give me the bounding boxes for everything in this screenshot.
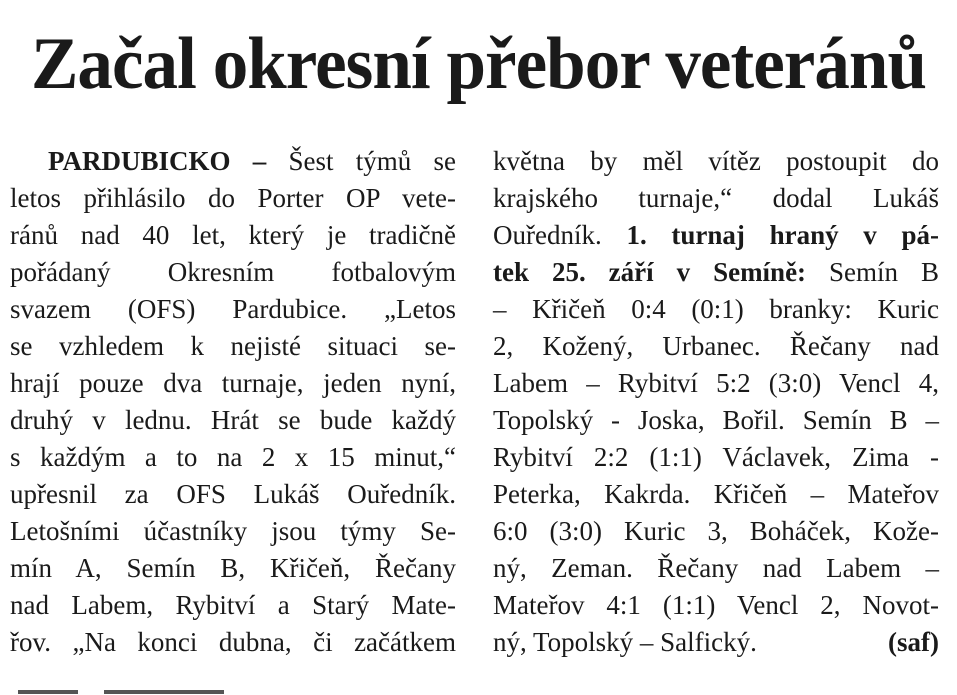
lead-dateline: PARDUBICKO –: [48, 146, 267, 176]
match-heading: 1. turnaj hraný v pá-: [626, 220, 939, 250]
text-line: Peterka, Kakrda. Křičeň – Mateřov: [493, 479, 939, 509]
text-line: upřesnil za OFS Lukáš Ouředník.: [10, 479, 456, 509]
text-line: 6:0 (3:0) Kuric 3, Boháček, Kože-: [493, 516, 939, 546]
text-line: se vzhledem k nejisté situaci se-: [10, 331, 456, 361]
text-line: druhý v lednu. Hrát se bude každý: [10, 405, 456, 435]
text-line: s každým a to na 2 x 15 minut,“: [10, 442, 456, 472]
text-line: Mateřov 4:1 (1:1) Vencl 2, Novot-: [493, 590, 939, 620]
text-line: nad Labem, Rybitví a Starý Mate-: [10, 590, 456, 620]
closing-text: ný, Topolský – Salfický.: [493, 627, 757, 657]
text-line: tek 25. září v Semíně: Semín B: [493, 257, 940, 287]
text-line: května by měl vítěz postoupit do: [493, 146, 939, 176]
text-line: – Křičeň 0:4 (0:1) branky: Kuric: [493, 294, 939, 324]
headline: Začal okresní přebor veteránů: [31, 23, 926, 105]
match-heading: tek 25. září v Semíně:: [493, 257, 807, 287]
article-column-left: [10, 143, 456, 661]
text-line: Topolský - Joska, Bořil. Semín B –: [493, 405, 939, 435]
text-line: svazem (OFS) Pardubice. „Letos: [10, 294, 456, 324]
text-line: letos přihlásilo do Porter OP vete-: [10, 183, 456, 213]
text-line: ný, Zeman. Řečany nad Labem –: [493, 553, 939, 583]
text-line: PARDUBICKO – Šest týmů se: [48, 146, 456, 176]
text-line: Ouředník. 1. turnaj hraný v pá-: [493, 220, 939, 250]
text-line: řov. „Na konci dubna, či začátkem: [10, 627, 456, 657]
article-column-right: [493, 143, 939, 661]
cropped-next-line: [0, 688, 957, 695]
text-line: Labem – Rybitví 5:2 (3:0) Vencl 4,: [493, 368, 939, 398]
text-line: ránů nad 40 let, který je tradičně: [10, 220, 456, 250]
author-signature: (saf): [888, 627, 939, 657]
text-line: Letošními účastníky jsou týmy Se-: [10, 516, 456, 546]
text-line: [493, 624, 939, 661]
text-line: pořádaný Okresním fotbalovým: [10, 257, 456, 287]
text-line: 2, Kožený, Urbanec. Řečany nad: [493, 331, 939, 361]
text-line: krajského turnaje,“ dodal Lukáš: [493, 183, 939, 213]
text-line: mín A, Semín B, Křičeň, Řečany: [10, 553, 456, 583]
text-line: hrají pouze dva turnaje, jeden nyní,: [10, 368, 456, 398]
text-line: Rybitví 2:2 (1:1) Václavek, Zima -: [493, 442, 939, 472]
